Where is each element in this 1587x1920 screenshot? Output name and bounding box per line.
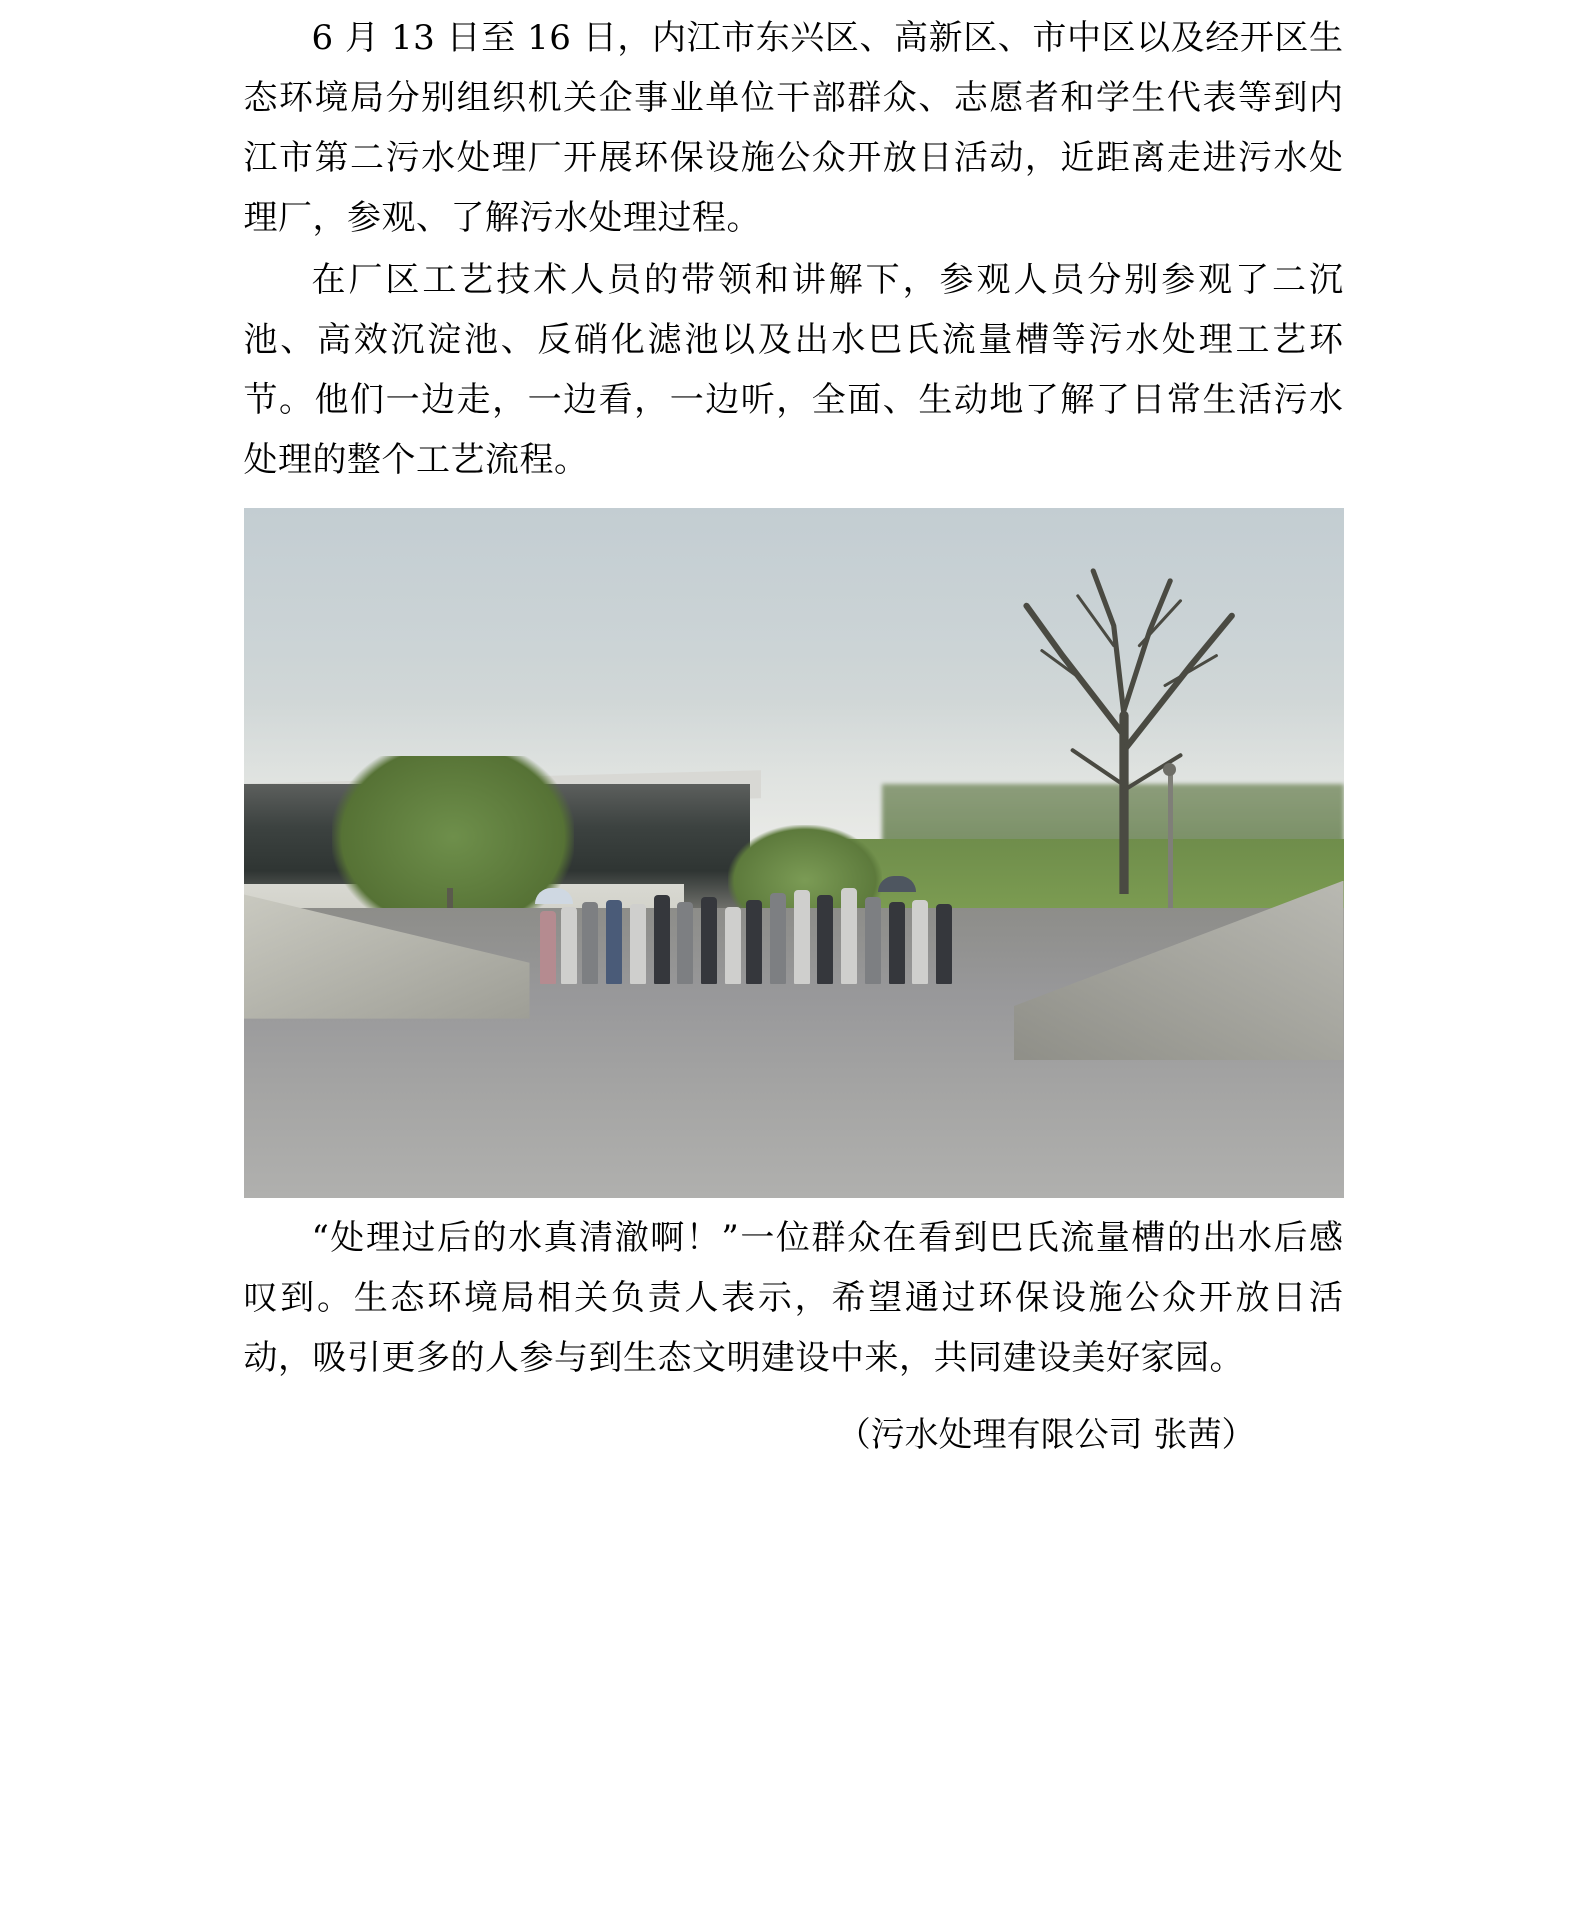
photo-umbrella bbox=[878, 876, 916, 892]
photo-person bbox=[912, 900, 928, 984]
paragraph-3: “处理过后的水真清澈啊！”一位群众在看到巴氏流量槽的出水后感叹到。生态环境局相关负责人表示，希望通过环保设施公众开放日活动，吸引更多的人参与到生态文明建设中来，共同建设美好家园。 bbox=[243, 1218, 1344, 1378]
photo-person bbox=[936, 904, 952, 984]
photo-person bbox=[606, 900, 622, 984]
photo-umbrella bbox=[535, 888, 573, 904]
photo-person bbox=[725, 907, 741, 984]
credit-line: （污水处理有限公司 张茜） bbox=[836, 1415, 1256, 1455]
photo-person bbox=[677, 902, 693, 984]
paragraph-2: 在厂区工艺技术人员的带领和讲解下，参观人员分别参观了二沉池、高效沉淀池、反硝化滤池以及出水巴氏流量槽等污水处理工艺环节。他们一边走，一边看，一边听，全面、生动地了解了日常生活污水处理的整个工艺流程。 bbox=[243, 260, 1344, 480]
photo-visit-wastewater-plant bbox=[244, 508, 1344, 1198]
photo-person bbox=[701, 897, 717, 984]
photo-person bbox=[865, 897, 881, 984]
figure-block bbox=[244, 508, 1344, 1198]
document-content bbox=[244, 0, 1344, 1464]
photo-person bbox=[770, 893, 786, 984]
photo-person bbox=[746, 900, 762, 984]
photo-person bbox=[540, 911, 556, 984]
photo-light-pole bbox=[1168, 770, 1173, 908]
photo-bare-tree bbox=[970, 536, 1278, 895]
photo-person bbox=[794, 890, 810, 984]
photo-person bbox=[654, 895, 670, 984]
photo-crowd bbox=[530, 867, 1058, 984]
photo-person bbox=[582, 902, 598, 984]
paragraph-1: 6 月 13 日至 16 日，内江市东兴区、高新区、市中区以及经开区生态环境局分别组织机关企事业单位干部群众、志愿者和学生代表等到内江市第二污水处理厂开展环保设施公众开放日活动，近距离走进污水处理厂，参观、了解污水处理过程。 bbox=[243, 18, 1344, 238]
photo-person bbox=[817, 895, 833, 984]
photo-person bbox=[841, 888, 857, 984]
photo-person bbox=[561, 907, 577, 984]
photo-person bbox=[889, 902, 905, 984]
photo-person bbox=[630, 904, 646, 984]
